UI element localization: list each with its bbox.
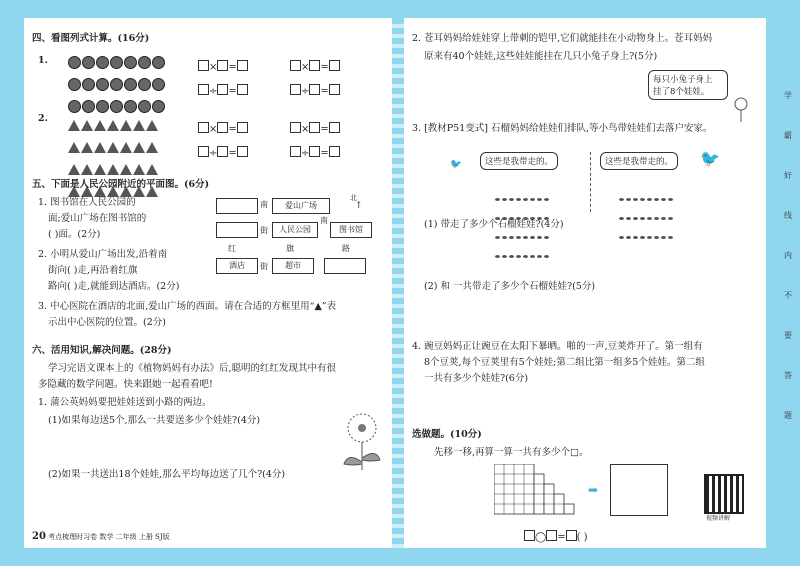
s6-intro-line1: 学习完语文课本上的《植物妈妈有办法》后,聪明的红红发现其中有很 xyxy=(48,363,337,374)
side-char-4: 线 xyxy=(784,211,792,220)
map-aishan-square: 爱山广场 xyxy=(272,198,330,214)
map-empty-box-1[interactable] xyxy=(216,198,258,214)
r-q4-line3: 一共有多少个娃娃?(6分) xyxy=(424,373,529,384)
extra-equation[interactable]: ◯ = ( ) xyxy=(524,530,588,543)
map-street-label-3: 南 xyxy=(320,216,328,225)
r-q4-line1: 4. 豌豆妈妈正让豌豆在太阳下暴晒。啪的一声,豆荚炸开了。第一组有 xyxy=(412,341,703,352)
s6-q1-part1: (1)如果每边送5个,那么一共要送多少个娃娃?(4分) xyxy=(48,415,261,426)
section-5-title: 五、下面是人民公园附近的平面图。(6分) xyxy=(32,179,210,190)
north-arrow-icon: ↑ xyxy=(355,201,363,211)
r-q3-text: 3. [教材P51变式] 石榴妈妈给娃娃们排队,等小鸟带娃娃们去落户安家。 xyxy=(412,123,713,134)
r-q2-line2: 原来有40个娃娃,这些娃娃能挂在几只小兔子身上?(5分) xyxy=(424,51,658,62)
map-people-park: 人民公园 xyxy=(272,222,318,238)
section-4-title: 四、看图列式计算。(16分) xyxy=(32,33,150,44)
side-char-2: 霸 xyxy=(784,131,792,140)
bubble-line2: 挂了8个娃娃。 xyxy=(653,87,710,97)
s6-q1: 1. 蒲公英妈妈要把娃娃送到小路的两边。 xyxy=(38,397,212,408)
extra-title: 选做题。(10分) xyxy=(412,429,482,440)
map-road-label-1: 红 xyxy=(228,244,236,253)
s5-q3-line1: 3. 中心医院在酒店的北面,爱山广场的西面。请在合适的方框里用“▲”表 xyxy=(38,301,337,312)
side-char-7: 要 xyxy=(784,331,792,340)
divider xyxy=(590,152,592,212)
s5-q1-line2: 面;爱山广场在图书馆的 xyxy=(48,213,147,224)
map-hotel: 酒店 xyxy=(216,258,258,274)
pomegranate-group-2 xyxy=(618,186,688,243)
s4-q1-eq-div-2[interactable]: ÷ = xyxy=(290,84,340,97)
map-street-label-2: 街 xyxy=(260,226,268,235)
side-char-6: 不 xyxy=(784,291,792,300)
extra-question: 先移一移,再算一算一共有多少个□。 xyxy=(434,447,589,458)
qr-code[interactable] xyxy=(704,474,744,514)
side-char-5: 内 xyxy=(784,251,792,260)
bird-icon-1: 🐦 xyxy=(450,159,462,170)
staircase-grid xyxy=(494,464,582,518)
side-char-1: 学 xyxy=(784,91,792,100)
s4-q1-eq-div-1[interactable]: ÷ = xyxy=(198,84,248,97)
map-empty-box-3[interactable] xyxy=(324,258,366,274)
map-road-label-2: 旗 xyxy=(286,244,294,253)
side-char-3: 好 xyxy=(784,171,792,180)
s5-q2-line1: 2. 小明从爱山广场出发,沿着南 xyxy=(38,249,168,260)
r-q2-line1: 2. 苍耳妈妈给娃娃穿上带刺的铠甲,它们就能挂在小动物身上。苍耳妈妈 xyxy=(412,33,713,44)
s5-q1-line1: 1. 图书馆在人民公园的 xyxy=(38,197,136,208)
side-char-9: 题 xyxy=(784,411,792,420)
rabbit-speech-bubble xyxy=(648,70,728,100)
page-number: 20 xyxy=(32,531,46,542)
s4-q1-eq-mul-1[interactable]: × = xyxy=(198,60,248,73)
map-north-label: 北 xyxy=(350,194,357,202)
left-footer xyxy=(32,531,170,542)
footer-text: 考点梳理时习卷 数学 二年级 上册 SJ版 xyxy=(48,533,170,541)
map-street-label-1: 南 xyxy=(260,200,268,209)
right-page xyxy=(404,18,766,548)
dandelion-illustration xyxy=(334,406,394,476)
s6-q1-part2: (2)如果一共送出18个娃娃,那么平均每边送了几个?(4分) xyxy=(48,469,286,480)
arrow-right-icon: ➡ xyxy=(588,483,599,497)
side-char-8: 答 xyxy=(784,371,792,380)
map-supermarket: 超市 xyxy=(272,258,314,274)
r-q3-part1: (1) 带走了多少个石榴娃娃?(4分) xyxy=(424,219,564,230)
s4-q2-eq-div-2[interactable]: ÷ = xyxy=(290,146,340,159)
s4-q2-eq-div-1[interactable]: ÷ = xyxy=(198,146,248,159)
map-library: 图书馆 xyxy=(330,222,372,238)
s4-q2-number: 2. xyxy=(38,113,48,124)
s6-intro-line2: 多隐藏的数学问题。快来跟她一起看看吧! xyxy=(38,379,213,390)
qr-label: 视频讲解 xyxy=(706,515,731,522)
r-q3-part2: (2) 和 一共带走了多少个石榴娃娃?(5分) xyxy=(424,281,596,292)
s5-q2-line3: 路向( )走,就能到达酒店。(2分) xyxy=(48,281,180,292)
section-6-title: 六、活用知识,解决问题。(28分) xyxy=(32,345,172,356)
volleyball-group xyxy=(68,54,168,117)
map-street-label-4: 街 xyxy=(260,262,268,271)
s4-q1-eq-mul-2[interactable]: × = xyxy=(290,60,340,73)
s4-q2-eq-mul-1[interactable]: × = xyxy=(198,122,248,135)
extra-eq-paren: ( ) xyxy=(576,532,588,543)
left-page xyxy=(24,18,396,548)
s4-q1-number: 1. xyxy=(38,55,48,66)
flower-illustration xyxy=(728,94,754,124)
bird-icon-2: 🐦 xyxy=(700,149,720,168)
map-empty-box-2[interactable] xyxy=(216,222,258,238)
s5-q2-line2: 街向( )走,再沿着红旗 xyxy=(48,265,138,276)
bird-bubble-1: 这些是我带走的。 xyxy=(480,152,558,170)
bird-bubble-2: 这些是我带走的。 xyxy=(600,152,678,170)
s5-q1-line3: ( )面。(2分) xyxy=(48,229,101,240)
answer-rectangle[interactable] xyxy=(610,464,668,516)
bubble-line1: 每只小兔子身上 xyxy=(653,75,713,85)
map-road-label-3: 路 xyxy=(342,244,350,253)
r-q4-line2: 8个豆荚,每个豆荚里有5个娃娃;第二组比第一组多5个娃娃。第二组 xyxy=(424,357,705,368)
s5-q3-line2: 示出中心医院的位置。(2分) xyxy=(48,317,166,328)
s4-q2-eq-mul-2[interactable]: × = xyxy=(290,122,340,135)
